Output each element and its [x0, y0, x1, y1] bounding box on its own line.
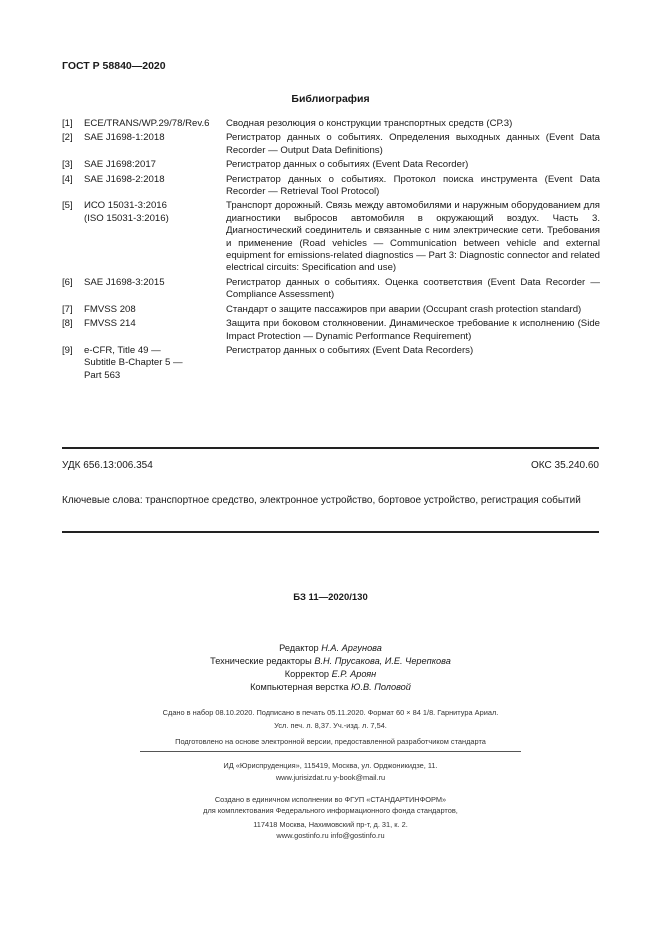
publisher-contacts: www.jurisizdat.ru y-book@mail.ru: [275, 773, 386, 782]
oks-code: ОКС 35.240.60: [531, 460, 599, 471]
credit-names: В.Н. Прусакова, И.Е. Черепкова: [314, 656, 451, 666]
created-address: 117418 Москва, Нахимовский пр-т, д. 31, к. 2.: [253, 820, 408, 829]
footer-divider: [140, 751, 521, 752]
credit-line: [0, 681, 661, 694]
bibliography-entry: [62, 159, 600, 171]
entry-code: SAE J1698-3:2015: [84, 276, 165, 288]
print-info-line1: Сдано в набор 08.10.2020. Подписано в печать 05.11.2020. Формат 60 × 84 1/8. Гарнитура Ариал.: [162, 708, 499, 717]
created-line2: для комплектования Федерального информационного фонда стандартов,: [203, 806, 458, 815]
standard-header: ГОСТ Р 58840—2020: [62, 60, 166, 72]
entry-description: Регистратор данных о событиях (Event Data Recorders): [226, 344, 474, 356]
credit-role: Корректор: [284, 669, 330, 679]
divider-top: [62, 447, 599, 449]
bibliography-list: [62, 118, 600, 384]
bibliography-entry: [62, 277, 600, 302]
entry-number: [5]: [62, 200, 73, 212]
print-info-line2: Усл. печ. л. 8,37. Уч.-изд. л. 7,54.: [274, 721, 387, 730]
credit-names: Ю.В. Половой: [351, 682, 411, 692]
credit-role: Компьютерная верстка: [250, 682, 349, 692]
entry-code: SAE J1698:2017: [84, 159, 157, 171]
entry-description: Стандарт о защите пассажиров при аварии (Occupant crash protection standard): [226, 303, 582, 315]
entry-number: [8]: [62, 318, 73, 330]
entry-number: [6]: [62, 276, 73, 288]
credit-line: [0, 642, 661, 655]
bibliography-entry: [62, 200, 600, 274]
entry-description: Сводная резолюция о конструкции транспортных средств (СР.3): [226, 118, 513, 129]
udk-code: УДК 656.13:006.354: [62, 460, 153, 471]
entry-number: [4]: [62, 173, 73, 185]
entry-code: SAE J1698-2:2018: [84, 173, 165, 185]
entry-number: [1]: [62, 118, 73, 129]
entry-description: Регистратор данных о событиях. Определения выходных данных (Event Data Recorder — Output Data Definitions): [226, 132, 600, 156]
bibliography-entry: [62, 132, 600, 157]
bibliography-entry: [62, 318, 600, 343]
entry-code: SAE J1698-1:2018: [84, 132, 165, 144]
classification-codes: [62, 460, 599, 471]
entry-description: Регистратор данных о событиях (Event Data Recorder): [226, 159, 469, 171]
entry-code: FMVSS 208: [84, 303, 136, 315]
divider-bottom: [62, 531, 599, 533]
entry-code: ИСО 15031-3:2016 (ISO 15031-3:2016): [84, 200, 169, 224]
keywords: Ключевые слова: транспортное средство, электронное устройство, бортовое устройство, регистрация событий: [62, 495, 581, 506]
entry-number: [7]: [62, 303, 73, 315]
credit-role: Редактор: [279, 643, 319, 653]
credit-line: [0, 655, 661, 668]
entry-description: Транспорт дорожный. Связь между автомобилями и наружным оборудованием для диагностики выбросов автомобиля в окружающий воздух. Часть 3. Диагностический соединитель и связанные с ним электрические сети. Требования и применение (Road vehicles — Communication between vehicle and external equipment for emissions-related diagnostics — Part 3: Diagnostic connector and related electrical circuits: Specification and use): [226, 200, 600, 274]
bibliography-entry: [62, 174, 600, 199]
entry-number: [3]: [62, 159, 73, 171]
bibliography-entry: [62, 118, 600, 130]
created-contacts: www.gostinfo.ru info@gostinfo.ru: [276, 831, 385, 840]
entry-description: Регистратор данных о событиях. Оценка соответствия (Event Data Recorder — Compliance Assessment): [226, 276, 600, 301]
section-title: Библиография: [291, 93, 370, 105]
credit-role: Технические редакторы: [210, 656, 312, 666]
entry-code: FMVSS 214: [84, 318, 136, 330]
publisher-address: ИД «Юриспруденция», 115419, Москва, ул. Орджоникидзе, 11.: [223, 761, 438, 770]
prepared-note: Подготовлено на основе электронной версии, предоставленной разработчиком стандарта: [175, 737, 486, 746]
bz-number: БЗ 11—2020/130: [293, 592, 368, 603]
created-line1: Создано в единичном исполнении во ФГУП «СТАНДАРТИНФОРМ»: [214, 795, 447, 804]
bibliography-entry: [62, 304, 600, 316]
entry-code: e-CFR, Title 49 — Subtitle B-Chapter 5 — Part 563: [84, 344, 183, 381]
entry-number: [9]: [62, 344, 73, 356]
entry-number: [2]: [62, 132, 73, 144]
credit-names: Е.Р. Ароян: [331, 669, 377, 679]
bibliography-entry: [62, 345, 600, 382]
editorial-credits: [0, 642, 661, 694]
entry-description: Защита при боковом столкновении. Динамическое требование к исполнению (Side Impact Protection — Dynamic Performance Requirement): [226, 318, 600, 342]
entry-code: ECE/TRANS/WP.29/78/Rev.6: [84, 118, 210, 129]
credit-line: [0, 668, 661, 681]
credit-names: Н.А. Аргунова: [321, 643, 382, 653]
entry-description: Регистратор данных о событиях. Протокол поиска инструмента (Event Data Recorder — Retrieval Tool Protocol): [226, 173, 600, 198]
